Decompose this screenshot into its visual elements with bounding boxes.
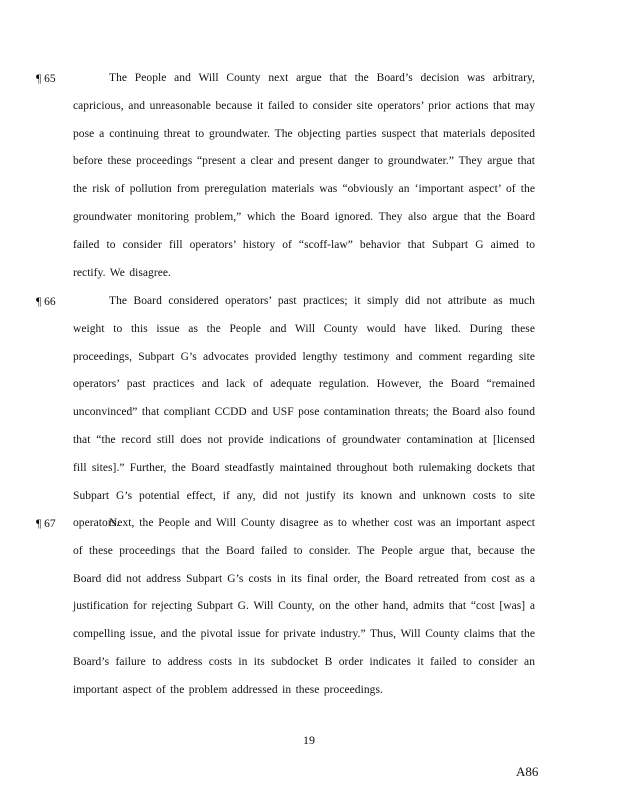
- paragraph-number: ¶ 67: [36, 518, 56, 530]
- paragraph-text: Next, the People and Will County disagree as to whether cost was an important aspect of these proceedings that the Board failed to consider. The People argue that, because the Board did not address Subpart G’s costs in its final order, the Board retreated from cost as a justification for rejecting Subpart G. Will County, on the other hand, admits that “cost [was] a compelling issue, and the pivotal issue for private industry.” Thus, Will County claims that the Board’s failure to address costs in its subdocket B order indicates it failed to consider an important aspect of the problem addressed in these proceedings.: [73, 517, 535, 696]
- page-number: 19: [303, 733, 315, 747]
- paragraph-text: The Board considered operators’ past practices; it simply did not attribute as much weight to this issue as the People and Will County would have liked. During these proceedings, Subpart G’s advocates provided lengthy testimony and comment regarding site operators’ past practices and lack of adequate regulation. However, the Board “remained unconvinced” that compliant CCDD and USF pose contamination threats; the Board also found that “the record still does not provide indications of groundwater contamination at [licensed fill sites].” Further, the Board steadfastly maintained throughout both rulemaking dockets that Subpart G’s potential effect, if any, did not justify its known and unknown costs to site operators.: [73, 295, 535, 530]
- paragraph-number: ¶ 65: [36, 73, 56, 85]
- paragraph-text: The People and Will County next argue that the Board’s decision was arbitrary, capricious, and unreasonable because it failed to consider site operators’ prior actions that may pose a continuing threat to groundwater. The objecting parties suspect that materials deposited before these proceedings “present a clear and present danger to groundwater.” They argue that the risk of pollution from preregulation materials was “obviously an ‘important aspect’ of the groundwater monitoring problem,” which the Board ignored. They also argue that the Board failed to consider fill operators’ history of “scoff-law” behavior that Subpart G aimed to rectify. We disagree.: [73, 72, 535, 279]
- paragraph-number: ¶ 66: [36, 296, 56, 308]
- exhibit-label: A86: [516, 764, 539, 779]
